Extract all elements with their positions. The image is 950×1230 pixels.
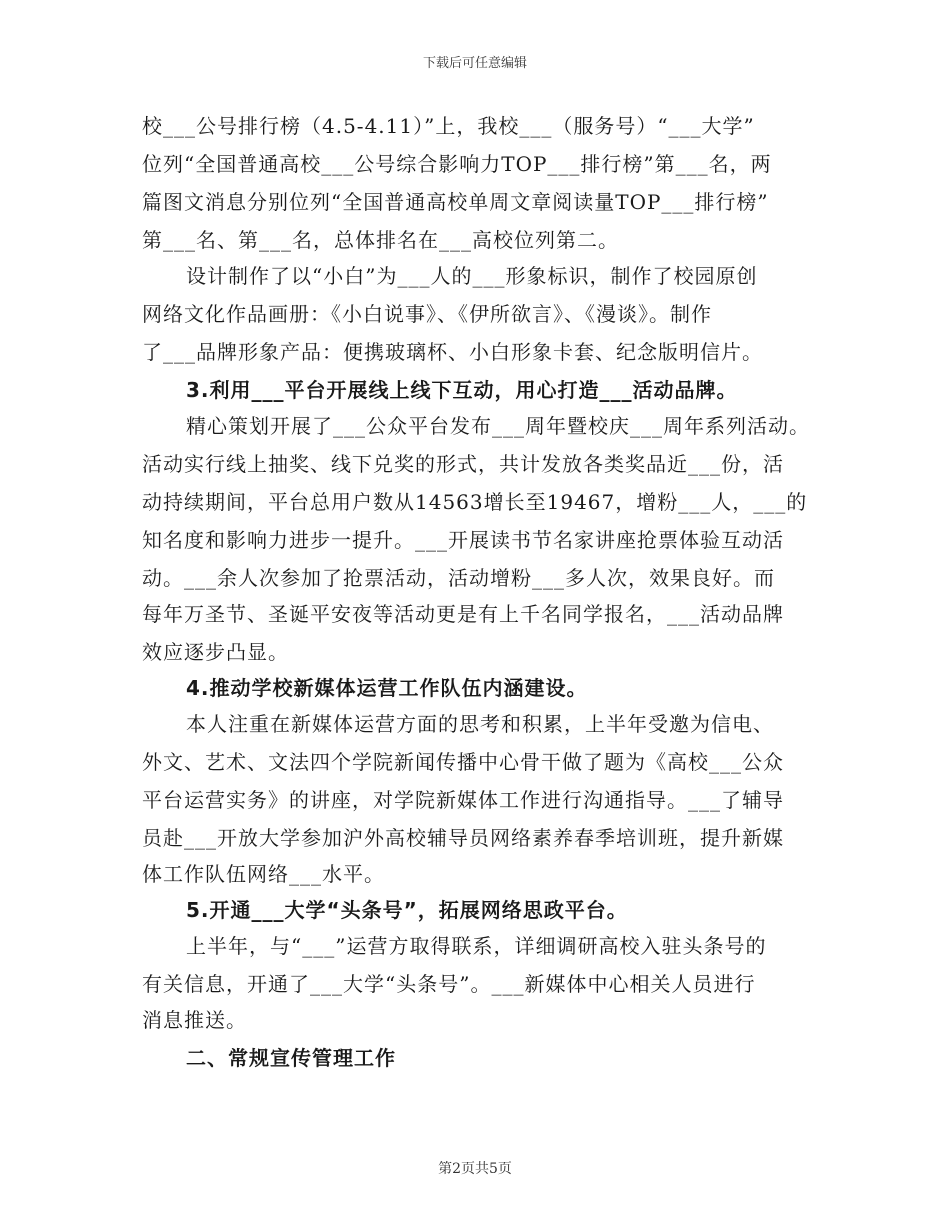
text-line: 外文、艺术、文法四个学院新闻传播中心骨干做了题为《高校___公众 (142, 750, 784, 774)
text-line: 上半年，与“___”运营方取得联系，详细调研高校入驻头条号的 (186, 934, 767, 958)
text-line: 位列“全国普通高校___公号综合影响力TOP___排行榜”第___名，两 (142, 152, 772, 176)
text-line: 消息推送。 (142, 1008, 247, 1032)
text-line: 活动实行线上抽奖、线下兑奖的形式，共计发放各类奖品近___份，活 (142, 452, 784, 476)
text-line: 篇图文消息分别位列“全国普通高校单周文章阅读量TOP___排行榜” (142, 190, 769, 214)
text-line: 每年万圣节、圣诞平安夜等活动更是有上千名同学报名，___活动品牌 (142, 602, 784, 626)
text-line: 知名度和影响力进步一提升。___开展读书节名家讲座抢票体验互动活 (142, 528, 784, 552)
section-heading: 二、常规宣传管理工作 (186, 1046, 396, 1070)
page-number: 第2页共5页 (438, 1161, 512, 1177)
text-line: 校___公号排行榜（4.5-4.11）”上，我校___（服务号）“___大学” (142, 114, 755, 138)
text-line: 动。___余人次参加了抢票活动，活动增粉___多人次，效果良好。而 (142, 566, 775, 590)
page-header: 下载后可任意编辑 (422, 56, 527, 71)
text-line: 效应逐步凸显。 (142, 640, 289, 664)
text-line: 精心策划开展了___公众平台发布___周年暨校庆___周年系列活动。 (186, 414, 810, 438)
text-line: 员赴___开放大学参加沪外高校辅导员网络素养春季培训班，提升新媒 (142, 826, 784, 850)
text-line: 第___名、第___名，总体排名在___高校位列第二。 (142, 228, 619, 252)
text-line: 动持续期间，平台总用户数从14563增长至19467，增粉___人，___的 (142, 490, 808, 514)
text-line: 设计制作了以“小白”为___人的___形象标识，制作了校园原创 (186, 264, 758, 288)
text-line: 有关信息，开通了___大学“头条号”。___新媒体中心相关人员进行 (142, 972, 756, 996)
section-heading: 4.推动学校新媒体运营工作队伍内涵建设。 (186, 676, 588, 700)
text-line: 本人注重在新媒体运营方面的思考和积累，上半年受邀为信电、 (186, 712, 774, 736)
text-line: 平台运营实务》的讲座，对学院新媒体工作进行沟通指导。___了辅导 (142, 788, 784, 812)
section-heading: 3.利用___平台开展线上线下互动，用心打造___活动品牌。 (186, 378, 738, 402)
text-line: 体工作队伍网络___水平。 (142, 862, 385, 886)
text-line: 了___品牌形象产品：便携玻璃杯、小白形象卡套、纪念版明信片。 (142, 340, 763, 364)
section-heading: 5.开通___大学“头条号”，拓展网络思政平台。 (186, 898, 628, 922)
text-line: 网络文化作品画册：《小白说事》、《伊所欲言》、《漫谈》。制作 (142, 302, 712, 326)
